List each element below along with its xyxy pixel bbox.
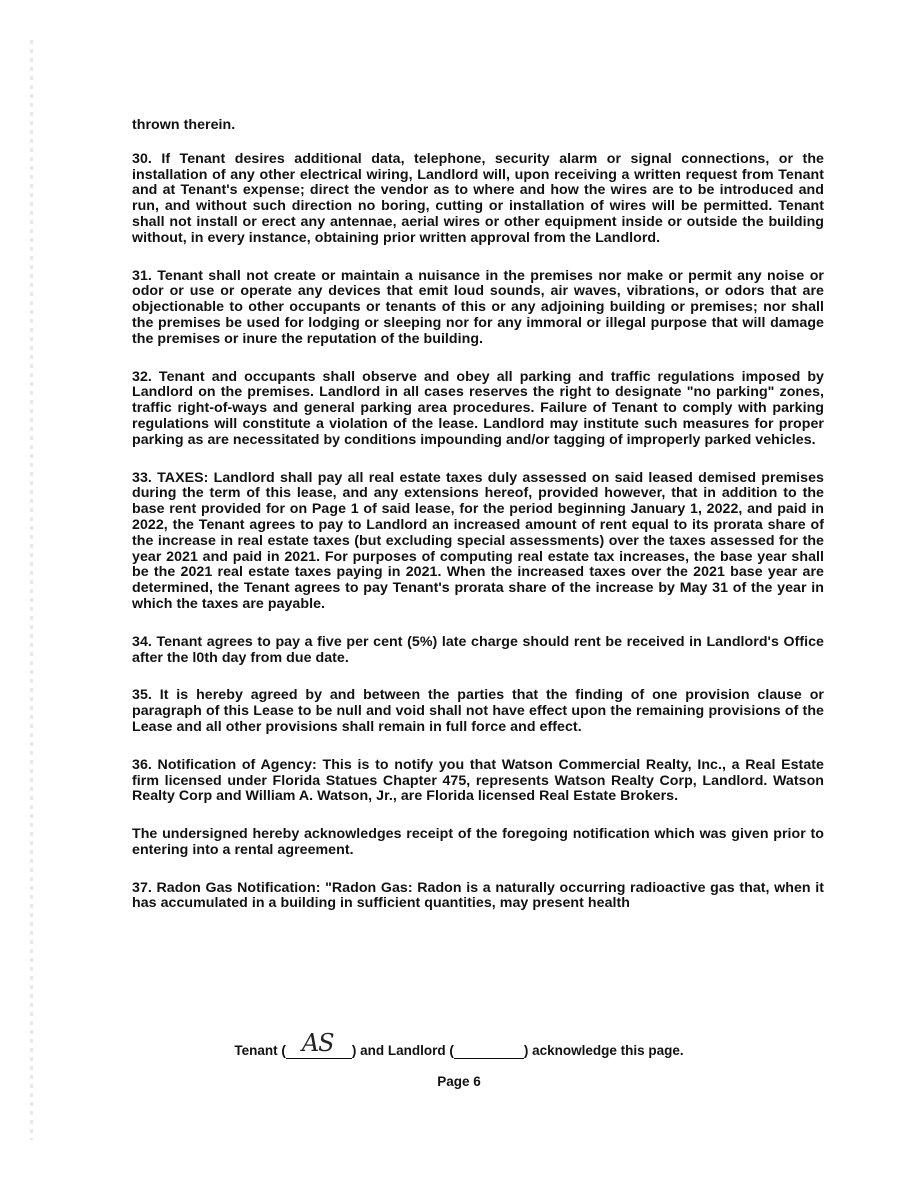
paragraph-31: 31. Tenant shall not create or maintain a nuisance in the premises nor make or permit any noise or odor or use or operate any devices that emit loud sounds, air waves, vibrations, or odors that are objectionable to other occupants or tenants of this or any adjoining building or premises; nor shall the premises be used for lodging or sleeping nor for any immoral or illegal purpose that will damage the premises or inure the reputation of the building. bbox=[132, 267, 824, 347]
acknowledge-text: ) acknowledge this page. bbox=[523, 1043, 684, 1058]
tenant-initials: AS bbox=[301, 1029, 334, 1057]
paragraph-33: 33. TAXES: Landlord shall pay all real estate taxes duly assessed on said leased demised premises during the term of this lease, and any extensions hereof, provided however, that in addition to the base rent provided for on Page 1 of said lease, for the period beginning January 1, 2022, and paid in 2022, the Tenant agrees to pay to Landlord an increased amount of rent equal to its prorata share of the increase in real estate taxes (but excluding special assessments) over the taxes assessed for the year 2021 and paid in 2021. For purposes of computing real estate tax increases, the base year shall be the 2021 real estate taxes paying in 2021. When the increased taxes over the 2021 base year are determined, the Tenant agrees to pay Tenant's prorata share of the increase by May 31 of the year in which the taxes are payable. bbox=[132, 469, 824, 612]
signature-line bbox=[0, 1029, 918, 1059]
scan-edge-artifact bbox=[30, 40, 33, 1140]
tenant-initials-field[interactable] bbox=[286, 1029, 352, 1059]
landlord-label: ) and Landlord ( bbox=[351, 1043, 454, 1058]
landlord-initials-field[interactable] bbox=[454, 1043, 524, 1059]
paragraph-34: 34. Tenant agrees to pay a five per cent (5%) late charge should rent be received in Landlord's Office after the l0th day from due date. bbox=[132, 633, 824, 666]
paragraph-37: 37. Radon Gas Notification: "Radon Gas: Radon is a naturally occurring radioactive gas that, when it has accumulated in a building in sufficient quantities, may present health bbox=[132, 879, 824, 912]
tenant-label: Tenant ( bbox=[234, 1043, 286, 1058]
paragraph-acknowledgement: The undersigned hereby acknowledges receipt of the foregoing notification which was given prior to entering into a rental agreement. bbox=[132, 826, 824, 858]
paragraph-35: 35. It is hereby agreed by and between the parties that the finding of one provision clause or paragraph of this Lease to be null and void shall not have effect upon the remaining provisions of the Lease and all other provisions shall remain in full force and effect. bbox=[132, 687, 824, 735]
paragraph-30: 30. If Tenant desires additional data, telephone, security alarm or signal connections, or the installation of any other electrical wiring, Landlord will, upon receiving a written request from Tenant and at Tenant's expense; direct the vendor as to where and how the wires are to be introduced and run, and without such direction no boring, cutting or installation of wires will be permitted. Tenant shall not install or erect any antennae, aerial wires or other equipment inside or outside the building without, in every instance, obtaining prior written approval from the Landlord. bbox=[132, 150, 824, 246]
paragraph-continued: thrown therein. bbox=[132, 117, 236, 133]
page-number: Page 6 bbox=[437, 1074, 481, 1089]
document-body bbox=[132, 118, 824, 912]
paragraph-36: 36. Notification of Agency: This is to notify you that Watson Commercial Realty, Inc., a Real Estate firm licensed under Florida Statues Chapter 475, represents Watson Realty Corp, Landlord. Watson Realty Corp and William A. Watson, Jr., are Florida licensed Real Estate Brokers. bbox=[132, 756, 824, 805]
paragraph-32: 32. Tenant and occupants shall observe and obey all parking and traffic regulations imposed by Landlord on the premises. Landlord in all cases reserves the right to designate "no parking" zones, traffic right-of-ways and general parking area procedures. Failure of Tenant to comply with parking regulations will constitute a violation of the lease. Landlord may institute such measures for proper parking as are necessitated by conditions impounding and/or tagging of improperly parked vehicles. bbox=[132, 368, 824, 448]
